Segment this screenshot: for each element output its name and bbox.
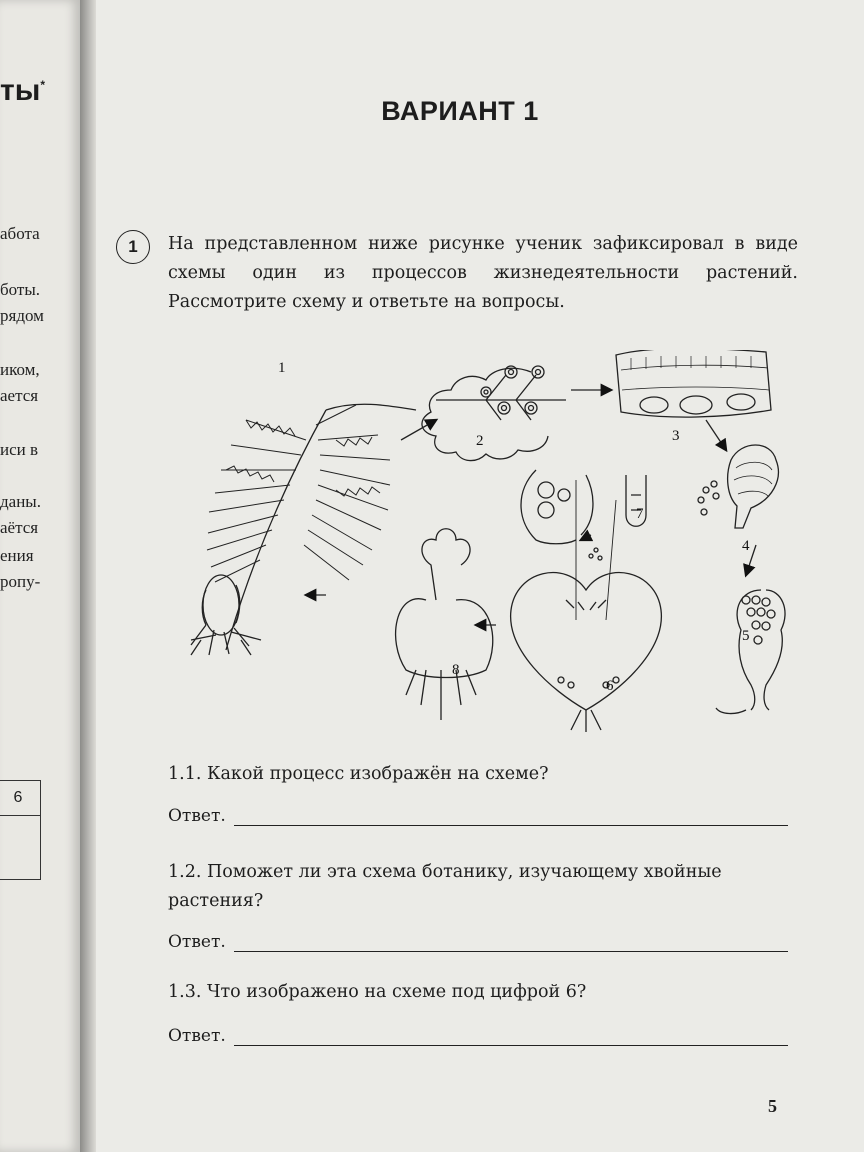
plant-lifecycle-diagram — [186, 350, 786, 740]
question-1-1: 1.1. Какой процесс изображён на схеме? — [168, 764, 549, 784]
diagram-label-4: 4 — [742, 538, 750, 554]
previous-page-text: ения — [0, 546, 34, 565]
answer-1-1-row — [168, 796, 788, 826]
answer-1-3-field[interactable] — [234, 1021, 788, 1046]
page-number: 5 — [768, 1096, 777, 1116]
diagram-label-5: 5 — [742, 628, 750, 644]
previous-page — [0, 0, 80, 1152]
question-1-3: 1.3. Что изображено на схеме под цифрой 6? — [168, 982, 587, 1002]
score-table — [0, 780, 41, 880]
answer-label: Ответ. — [168, 806, 226, 826]
diagram-label-2: 2 — [476, 433, 484, 449]
diagram-label-7: 7 — [636, 506, 644, 522]
previous-page-text: иси в — [0, 440, 39, 459]
answer-1-1-field[interactable] — [234, 801, 788, 826]
leaf-section-illustration — [616, 350, 771, 417]
answer-1-2-row — [168, 922, 788, 952]
variant-title: ВАРИАНТ 1 — [381, 96, 539, 126]
frond-sori-illustration — [422, 366, 566, 461]
previous-page-text: ается — [0, 386, 39, 405]
task-description: На представленном ниже рисунке ученик зафиксировал в виде схемы один из процессов жизнедеятельности растений. Рассмотрите схему и ответьте на вопросы. — [168, 234, 798, 312]
answer-1-3-row — [168, 1016, 788, 1046]
previous-page-heading: ты* — [0, 74, 45, 107]
previous-page-text: ропу- — [0, 572, 41, 591]
diagram-label-8: 8 — [452, 662, 460, 678]
process-arrows — [306, 390, 756, 625]
answer-1-2-field[interactable] — [234, 927, 788, 952]
diagram-label-6: 6 — [606, 678, 614, 694]
diagram-label-3: 3 — [672, 428, 680, 444]
sporangium-illustration — [698, 445, 778, 528]
diagram-svg — [186, 350, 786, 740]
diagram-label-1: 1 — [278, 360, 286, 376]
gametangia-illustration — [521, 470, 646, 560]
previous-page-text: боты. — [0, 280, 41, 299]
book-gutter — [80, 0, 96, 1152]
score-table-cell: 6 — [0, 781, 40, 816]
fern-illustration — [191, 404, 416, 655]
task-number-badge: 1 — [116, 230, 150, 264]
worksheet-page — [96, 0, 864, 1152]
previous-page-text: аётся — [0, 518, 39, 537]
question-1-2: 1.2. Поможет ли эта схема ботанику, изучающему хвойные растения? — [168, 862, 722, 911]
answer-label: Ответ. — [168, 1026, 226, 1046]
previous-page-text: рядом — [0, 306, 44, 325]
previous-page-text: абота — [0, 224, 40, 243]
previous-page-text: иком, — [0, 360, 40, 379]
previous-page-text: даны. — [0, 492, 41, 511]
spore-germination-illustration — [716, 590, 785, 714]
answer-label: Ответ. — [168, 932, 226, 952]
